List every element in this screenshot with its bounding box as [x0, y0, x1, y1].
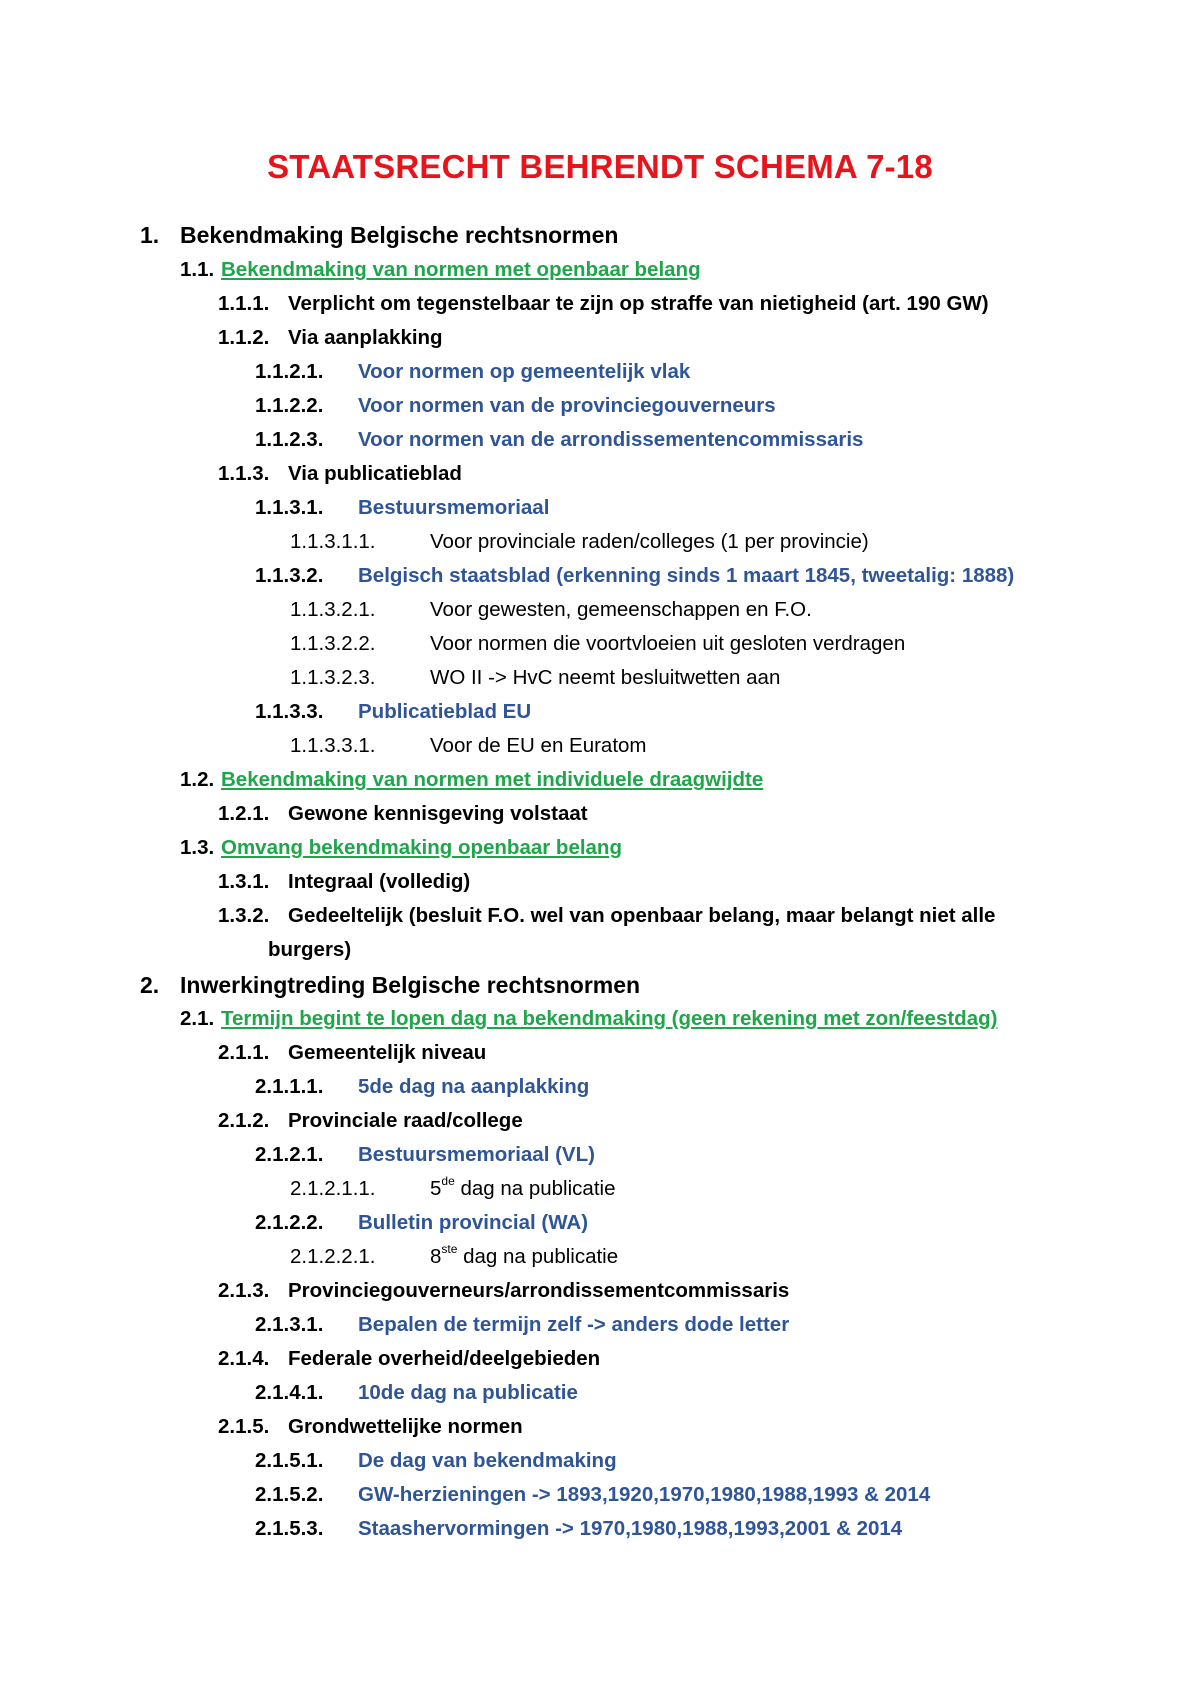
outline-text-main: Bestuursmemoriaal (VL) [358, 1143, 595, 1166]
outline-number: 1.1.3.3.1. [290, 734, 376, 757]
outline-text-main: Gemeentelijk niveau [288, 1041, 487, 1064]
outline-number: 1.1.2.3. [255, 428, 324, 451]
outline-number: 2.1.4.1. [255, 1381, 324, 1404]
outline-number: 1.1.2. [218, 326, 270, 349]
outline-text-main: Federale overheid/deelgebieden [288, 1347, 601, 1370]
outline-number: 2.1.2.2. [255, 1211, 324, 1234]
outline-number: 2.1.2.1. [255, 1143, 324, 1166]
outline-number: 2.1.5.2. [255, 1483, 324, 1506]
outline-number: 1.3. [180, 836, 215, 859]
outline-number: 2.1.2.2.1. [290, 1245, 376, 1268]
outline-number: 1.1.2.1. [255, 360, 324, 383]
outline-number: 2.1.2. [218, 1109, 270, 1132]
outline-text-main: 5 [430, 1177, 442, 1200]
outline-text [221, 767, 763, 793]
outline-number: 2.1.1. [218, 1041, 270, 1064]
outline-text [288, 1278, 789, 1304]
outline-text-main: Bekendmaking van normen met individuele draagwijdte [221, 768, 764, 791]
outline-text [430, 529, 869, 555]
outline-text [358, 1142, 595, 1168]
outline-number: 2.1. [180, 1007, 215, 1030]
outline-text [268, 937, 351, 963]
outline-text [221, 1006, 997, 1032]
outline-text [288, 461, 462, 487]
outline-text-main: Provinciale raad/college [288, 1109, 523, 1132]
outline-text [358, 359, 690, 385]
outline-text [358, 1482, 930, 1508]
outline-number: 1.1.3.1.1. [290, 530, 376, 553]
outline-number: 2.1.5.1. [255, 1449, 324, 1472]
outline-text-main: Bekendmaking van normen met openbaar belang [221, 258, 701, 281]
ordinal-superscript: ste [441, 1242, 458, 1257]
outline-number: 1.1.3.2. [255, 564, 324, 587]
outline-text [358, 1448, 617, 1474]
outline-number: 1.1.2.2. [255, 394, 324, 417]
outline-text [430, 631, 905, 657]
outline-text-main: Via aanplakking [288, 326, 443, 349]
outline-text-main: Termijn begint te lopen dag na bekendmaking (geen rekening met zon/feestdag) [221, 1007, 998, 1030]
outline-text-rest: dag na publicatie [454, 1177, 616, 1200]
outline-text [358, 495, 549, 521]
outline-text-main: Omvang bekendmaking openbaar belang [221, 836, 622, 859]
outline-text-main: Via publicatieblad [288, 462, 462, 485]
outline-number: 1.3.2. [218, 904, 270, 927]
outline-text [180, 972, 640, 998]
outline-text-main: burgers) [268, 938, 352, 961]
outline-text-main: WO II -> HvC neemt besluitwetten aan [430, 666, 781, 689]
outline-text [358, 1516, 902, 1542]
outline-text [288, 1040, 486, 1066]
outline-text-main: 8 [430, 1245, 442, 1268]
outline-text [288, 869, 470, 895]
outline-number: 1.2.1. [218, 802, 270, 825]
outline-text [288, 1346, 600, 1372]
outline-number: 1. [140, 222, 160, 248]
outline-text-main: Belgisch staatsblad (erkenning sinds 1 maart 1845, tweetalig: 1888) [358, 564, 1015, 587]
outline-text [430, 1244, 618, 1270]
outline-text [221, 835, 622, 861]
outline-text-rest: dag na publicatie [457, 1245, 619, 1268]
outline-text-main: Voor normen op gemeentelijk vlak [358, 360, 691, 383]
outline-number: 2.1.4. [218, 1347, 270, 1370]
outline-text-main: De dag van bekendmaking [358, 1449, 617, 1472]
outline-text-main: Voor de EU en Euratom [430, 734, 647, 757]
outline-number: 1.1.3.3. [255, 700, 324, 723]
outline-text-main: Grondwettelijke normen [288, 1415, 523, 1438]
outline-number: 1.3.1. [218, 870, 270, 893]
outline-text [288, 325, 443, 351]
outline-text-main: Verplicht om tegenstelbaar te zijn op straffe van nietigheid (art. 190 GW) [288, 292, 989, 315]
outline-number: 2.1.2.1.1. [290, 1177, 376, 1200]
outline-text [430, 1176, 615, 1202]
outline-text-main: Publicatieblad EU [358, 700, 532, 723]
outline-text-main: Provinciegouverneurs/arrondissementcommissaris [288, 1279, 790, 1302]
outline-text-main: Voor normen van de provinciegouverneurs [358, 394, 776, 417]
outline-text [221, 257, 701, 283]
outline-number: 1.1. [180, 258, 215, 281]
outline-text-main: Bestuursmemoriaal [358, 496, 550, 519]
outline-text [430, 665, 780, 691]
outline-text-main: Voor gewesten, gemeenschappen en F.O. [430, 598, 812, 621]
outline-text [180, 222, 618, 248]
outline-text [288, 801, 588, 827]
page-title: STAATSRECHT BEHRENDT SCHEMA 7-18 [267, 148, 933, 185]
outline-text [430, 597, 812, 623]
outline-text [358, 1210, 588, 1236]
outline-number: 1.2. [180, 768, 215, 791]
outline-number: 1.1.3. [218, 462, 270, 485]
outline-text [358, 393, 776, 419]
outline-text [358, 1380, 578, 1406]
outline-number: 1.1.3.1. [255, 496, 324, 519]
outline-text-main: Staashervormingen -> 1970,1980,1988,1993,2001 & 2014 [358, 1517, 903, 1540]
outline-text-main: Bulletin provincial (WA) [358, 1211, 589, 1234]
outline-text-main: Voor provinciale raden/colleges (1 per provincie) [430, 530, 869, 553]
outline-text [288, 1108, 523, 1134]
outline-number: 2.1.5. [218, 1415, 270, 1438]
outline-number: 2.1.3. [218, 1279, 270, 1302]
outline-text-main: Voor normen die voortvloeien uit gesloten verdragen [430, 632, 906, 655]
outline-text-main: Gedeeltelijk (besluit F.O. wel van openbaar belang, maar belangt niet alle [288, 904, 996, 927]
outline-text [288, 291, 989, 317]
outline-number: 2.1.1.1. [255, 1075, 324, 1098]
outline-text [288, 1414, 523, 1440]
outline-text-main: Voor normen van de arrondissementencommissaris [358, 428, 864, 451]
ordinal-superscript: de [441, 1174, 455, 1189]
outline-text-main: Integraal (volledig) [288, 870, 471, 893]
outline-number: 1.1.3.2.3. [290, 666, 376, 689]
outline-number: 2.1.5.3. [255, 1517, 324, 1540]
outline-text [358, 1312, 789, 1338]
outline-text-main: Gewone kennisgeving volstaat [288, 802, 588, 825]
outline-text-main: Bekendmaking Belgische rechtsnormen [180, 222, 619, 248]
outline-number: 1.1.3.2.1. [290, 598, 376, 621]
outline-number: 1.1.3.2.2. [290, 632, 376, 655]
outline-number: 1.1.1. [218, 292, 270, 315]
outline-text-main: Bepalen de termijn zelf -> anders dode letter [358, 1313, 790, 1336]
outline-text [430, 733, 647, 759]
outline-text [358, 427, 863, 453]
outline-text-main: GW-herzieningen -> 1893,1920,1970,1980,1988,1993 & 2014 [358, 1483, 931, 1506]
outline-number: 2.1.3.1. [255, 1313, 324, 1336]
outline-text-main: 5de dag na aanplakking [358, 1075, 590, 1098]
outline-number: 2. [140, 972, 160, 998]
outline-text [358, 563, 1014, 589]
outline-text-main: 10de dag na publicatie [358, 1381, 578, 1404]
outline-text [358, 699, 531, 725]
outline-text [358, 1074, 589, 1100]
outline-text-main: Inwerkingtreding Belgische rechtsnormen [180, 972, 641, 998]
outline-text [288, 903, 995, 929]
